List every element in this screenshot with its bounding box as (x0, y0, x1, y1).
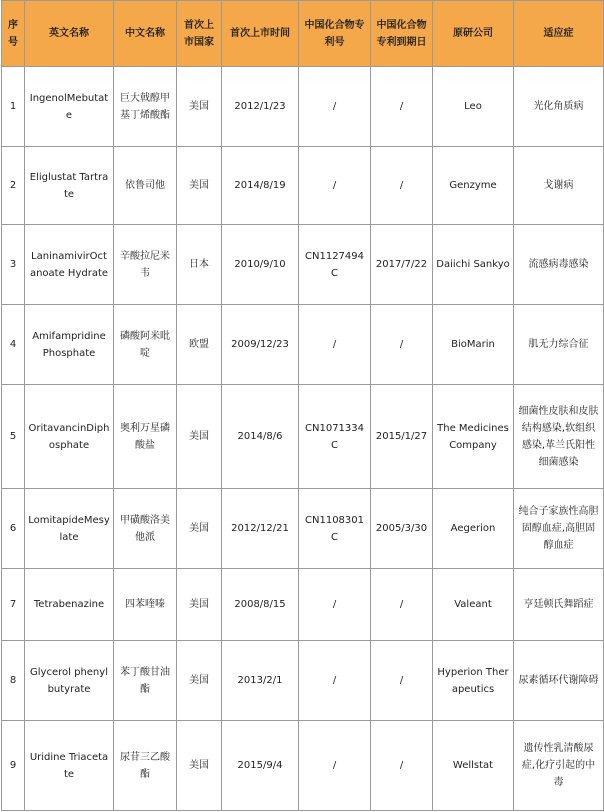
table-row (2, 67, 604, 147)
cell-chinese-name: 巨大戟醇甲基丁烯酸酯 (114, 67, 177, 147)
cell-patent-no: / (299, 147, 371, 225)
cell-indication: 遗传性乳清酸尿症,化疗引起的中毒 (514, 721, 604, 811)
cell-indication: 肌无力综合征 (514, 305, 604, 385)
cell-date: 2009/12/23 (222, 305, 299, 385)
cell-country: 美国 (177, 147, 222, 225)
cell-index: 3 (2, 225, 25, 305)
cell-index: 1 (2, 67, 25, 147)
header-chinese-name: 中文名称 (114, 1, 177, 67)
cell-english-name: Tetrabenazine (25, 569, 114, 641)
cell-chinese-name: 奥利万星磷酸盐 (114, 385, 177, 489)
header-english-name: 英文名称 (25, 1, 114, 67)
cell-originator: Valeant (433, 569, 514, 641)
cell-date: 2010/9/10 (222, 225, 299, 305)
cell-index: 2 (2, 147, 25, 225)
header-cn-patent-expiry: 中国化合物专利到期日 (371, 1, 433, 67)
cell-date: 2012/1/23 (222, 67, 299, 147)
cell-index: 6 (2, 489, 25, 569)
table-row (2, 305, 604, 385)
cell-date: 2012/12/21 (222, 489, 299, 569)
cell-patent-expiry: / (371, 721, 433, 811)
header-index: 序号 (2, 1, 25, 67)
table-row (2, 147, 604, 225)
cell-patent-expiry: / (371, 569, 433, 641)
cell-index: 7 (2, 569, 25, 641)
cell-indication: 纯合子家族性高胆固醇血症,高胆固醇血症 (514, 489, 604, 569)
table-row (2, 225, 604, 305)
cell-date: 2008/8/15 (222, 569, 299, 641)
cell-patent-no: / (299, 305, 371, 385)
cell-country: 美国 (177, 489, 222, 569)
cell-chinese-name: 磷酸阿米吡啶 (114, 305, 177, 385)
cell-originator: Daiichi Sankyo (433, 225, 514, 305)
cell-date: 2013/2/1 (222, 641, 299, 721)
header-cn-patent-no: 中国化合物专利号 (299, 1, 371, 67)
cell-country: 美国 (177, 385, 222, 489)
table-row (2, 489, 604, 569)
cell-indication: 亨廷顿氏舞蹈症 (514, 569, 604, 641)
cell-indication: 细菌性皮肤和皮肤结构感染,软组织感染,革兰氏阳性细菌感染 (514, 385, 604, 489)
cell-indication: 戈谢病 (514, 147, 604, 225)
cell-country: 美国 (177, 569, 222, 641)
cell-originator: Genzyme (433, 147, 514, 225)
cell-chinese-name: 尿苷三乙酸酯 (114, 721, 177, 811)
cell-chinese-name: 苯丁酸甘油酯 (114, 641, 177, 721)
cell-patent-no: / (299, 641, 371, 721)
cell-english-name: Glycerol phenylbutyrate (25, 641, 114, 721)
cell-patent-no: / (299, 721, 371, 811)
cell-english-name: Uridine Triacetate (25, 721, 114, 811)
cell-originator: Wellstat (433, 721, 514, 811)
cell-patent-expiry: 2005/3/30 (371, 489, 433, 569)
cell-english-name: LaninamivirOctanoate Hydrate (25, 225, 114, 305)
header-first-country: 首次上市国家 (177, 1, 222, 67)
header-first-date: 首次上市时间 (222, 1, 299, 67)
cell-patent-no: CN1127494C (299, 225, 371, 305)
cell-country: 美国 (177, 641, 222, 721)
cell-index: 9 (2, 721, 25, 811)
cell-patent-no: / (299, 569, 371, 641)
cell-english-name: Eliglustat Tartrate (25, 147, 114, 225)
cell-country: 美国 (177, 721, 222, 811)
cell-country: 日本 (177, 225, 222, 305)
cell-indication: 流感病毒感染 (514, 225, 604, 305)
cell-date: 2014/8/19 (222, 147, 299, 225)
cell-english-name: LomitapideMesylate (25, 489, 114, 569)
cell-chinese-name: 四苯喹嗪 (114, 569, 177, 641)
cell-originator: Aegerion (433, 489, 514, 569)
cell-patent-expiry: / (371, 641, 433, 721)
cell-indication: 光化角质病 (514, 67, 604, 147)
cell-originator: Hyperion Therapeutics (433, 641, 514, 721)
cell-index: 5 (2, 385, 25, 489)
header-row (2, 1, 604, 67)
cell-patent-expiry: / (371, 67, 433, 147)
table-row (2, 721, 604, 811)
header-indication: 适应症 (514, 1, 604, 67)
cell-english-name: OritavancinDiphosphate (25, 385, 114, 489)
cell-english-name: Amifampridine Phosphate (25, 305, 114, 385)
cell-patent-expiry: / (371, 305, 433, 385)
cell-originator: BioMarin (433, 305, 514, 385)
cell-chinese-name: 辛酸拉尼米韦 (114, 225, 177, 305)
cell-country: 美国 (177, 67, 222, 147)
cell-patent-no: CN1071334C (299, 385, 371, 489)
cell-indication: 尿素循环代谢障碍 (514, 641, 604, 721)
drug-table (1, 0, 604, 811)
cell-patent-expiry: 2017/7/22 (371, 225, 433, 305)
cell-patent-no: / (299, 67, 371, 147)
table-row (2, 641, 604, 721)
cell-index: 8 (2, 641, 25, 721)
cell-chinese-name: 甲磺酸洛美他派 (114, 489, 177, 569)
cell-english-name: IngenolMebutate (25, 67, 114, 147)
cell-country: 欧盟 (177, 305, 222, 385)
cell-date: 2014/8/6 (222, 385, 299, 489)
table-row (2, 385, 604, 489)
cell-originator: The Medicines Company (433, 385, 514, 489)
table-row (2, 569, 604, 641)
cell-patent-no: CN1108301C (299, 489, 371, 569)
cell-chinese-name: 依鲁司他 (114, 147, 177, 225)
cell-date: 2015/9/4 (222, 721, 299, 811)
cell-originator: Leo (433, 67, 514, 147)
cell-patent-expiry: 2015/1/27 (371, 385, 433, 489)
cell-index: 4 (2, 305, 25, 385)
header-originator: 原研公司 (433, 1, 514, 67)
cell-patent-expiry: / (371, 147, 433, 225)
